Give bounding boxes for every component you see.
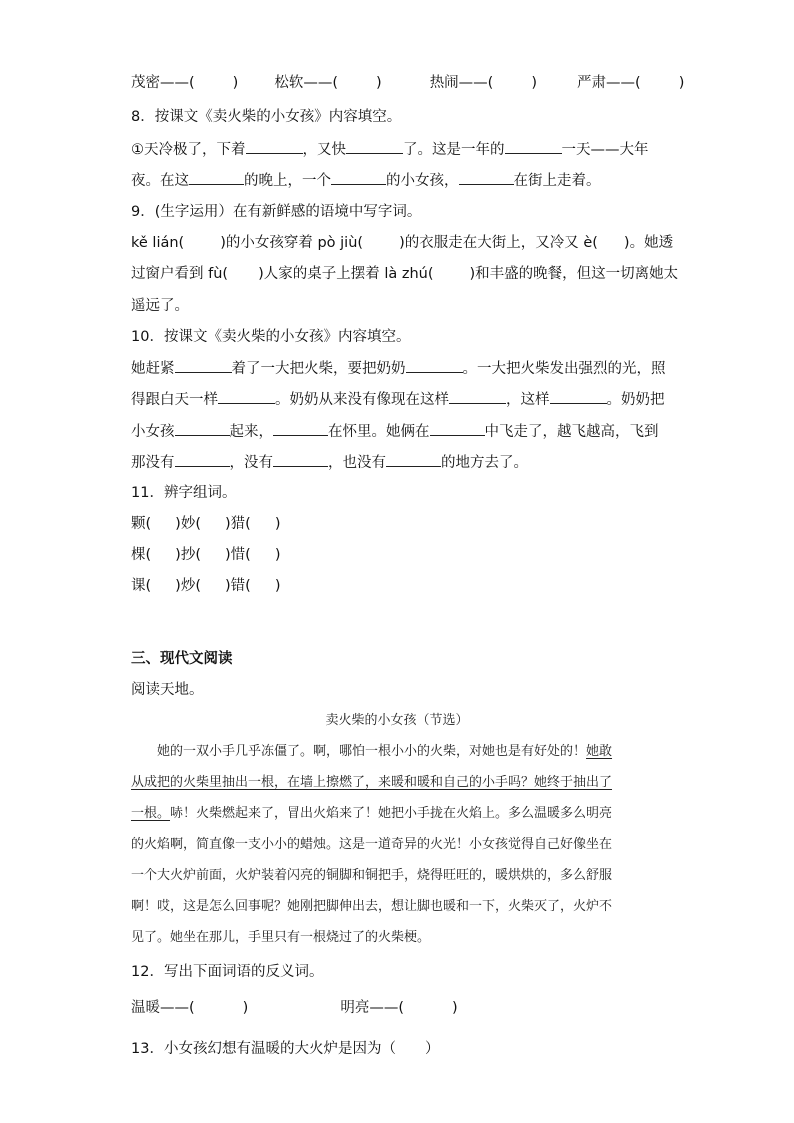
q7-row <box>131 73 684 93</box>
q11-row: 课( )炒( )错( ) <box>131 578 281 594</box>
q10-line-1: 她赶紧 着了一大把火柴，要把奶奶 。一大把火柴发出强烈的光，照 <box>131 358 666 379</box>
blank[interactable] <box>331 170 386 185</box>
q9-line-1: kě lián( )的小女孩穿着 pò jiù( )的衣服走在大街上，又冷又 è( )。她透 <box>131 235 674 251</box>
q10-line-3: 小女孩 起来， 在怀里。她俩在 中飞走了，越飞越高，飞到 <box>131 421 659 442</box>
q9-title: 9．(生字运用）在有新鲜感的语境中写字词。 <box>131 204 422 220</box>
q13-title: 13．小女孩幻想有温暖的大火炉是因为（ ） <box>131 1041 440 1057</box>
q7-item: 严肃——( ) <box>577 75 685 91</box>
q7-item: 热闹——( ) <box>429 75 538 91</box>
story-line: 啊！哎，这是怎么回事呢？她刚把脚伸出去，想让脚也暖和一下，火柴灭了，火炉不 <box>131 899 613 914</box>
story-line: 她的一双小手几乎冻僵了。啊，哪怕一根小小的火柴，对她也是有好处的！她敢 <box>157 744 613 759</box>
story-line: 的火焰啊，简直像一支小小的蜡烛。这是一道奇异的火光！小女孩觉得自己好像坐在 <box>131 837 613 852</box>
blank[interactable] <box>273 421 328 436</box>
q11-title: 11．辨字组词。 <box>131 485 237 501</box>
blank[interactable] <box>273 452 328 467</box>
blank[interactable] <box>386 452 441 467</box>
q7-item: 松软——( ) <box>274 75 382 91</box>
blank[interactable] <box>505 139 562 154</box>
story-line: 见了。她坐在那儿，手里只有一根烧过了的火柴梗。 <box>131 930 431 945</box>
q10-line-2: 得跟白天一样 。奶奶从来没有像现在这样 ，这样 。奶奶把 <box>131 389 665 410</box>
story-title: 卖火柴的小女孩（节选） <box>325 713 469 728</box>
q12-title: 12．写出下面词语的反义词。 <box>131 964 324 980</box>
story-line: 一个大火炉前面，火炉装着闪亮的铜脚和铜把手，烧得旺旺的，暖烘烘的，多么舒服 <box>131 868 613 883</box>
q8-title: 8．按课文《卖火柴的小女孩》内容填空。 <box>131 109 402 125</box>
blank[interactable] <box>430 421 485 436</box>
blank[interactable] <box>189 170 244 185</box>
q9-line-3: 遥远了。 <box>131 298 189 314</box>
blank[interactable] <box>346 139 403 154</box>
story-line: 一根。哧！火柴燃起来了，冒出火焰来了！她把小手拢在火焰上。多么温暖多么明亮 <box>131 806 613 821</box>
blank[interactable] <box>459 170 514 185</box>
q12-row: 温暖——( ) 明亮——( ) <box>131 1000 458 1016</box>
section-3-intro: 阅读天地。 <box>131 682 204 698</box>
q11-row: 颗( )妙( )猎( ) <box>131 516 281 532</box>
blank[interactable] <box>175 358 232 373</box>
blank[interactable] <box>246 139 303 154</box>
blank[interactable] <box>550 389 607 404</box>
blank[interactable] <box>406 358 463 373</box>
q8-line-2: 夜。在这 的晚上，一个 的小女孩， 在街上走着。 <box>131 170 601 191</box>
q10-title: 10．按课文《卖火柴的小女孩》内容填空。 <box>131 329 411 345</box>
q7-item: 茂密——( ) <box>131 75 239 91</box>
blank[interactable] <box>218 389 275 404</box>
story-line: 从成把的火柴里抽出一根，在墙上擦燃了，来暖和暖和自己的小手吗？她终于抽出了 <box>131 775 613 790</box>
q10-line-4: 那没有 ，没有 ，也没有 的地方去了。 <box>131 452 528 473</box>
q9-line-2: 过窗户看到 fù( )人家的桌子上摆着 là zhú( )和丰盛的晚餐，但这一切离她太 <box>131 266 679 282</box>
section-3-title: 三、现代文阅读 <box>131 651 233 667</box>
story-passage <box>131 736 657 953</box>
q8-line-1: ①天冷极了，下着 ，又快 了。这是一年的 一天——大年 <box>131 139 649 160</box>
blank[interactable] <box>449 389 506 404</box>
blank[interactable] <box>175 421 230 436</box>
q11-row: 棵( )抄( )惜( ) <box>131 547 281 563</box>
blank[interactable] <box>175 452 230 467</box>
